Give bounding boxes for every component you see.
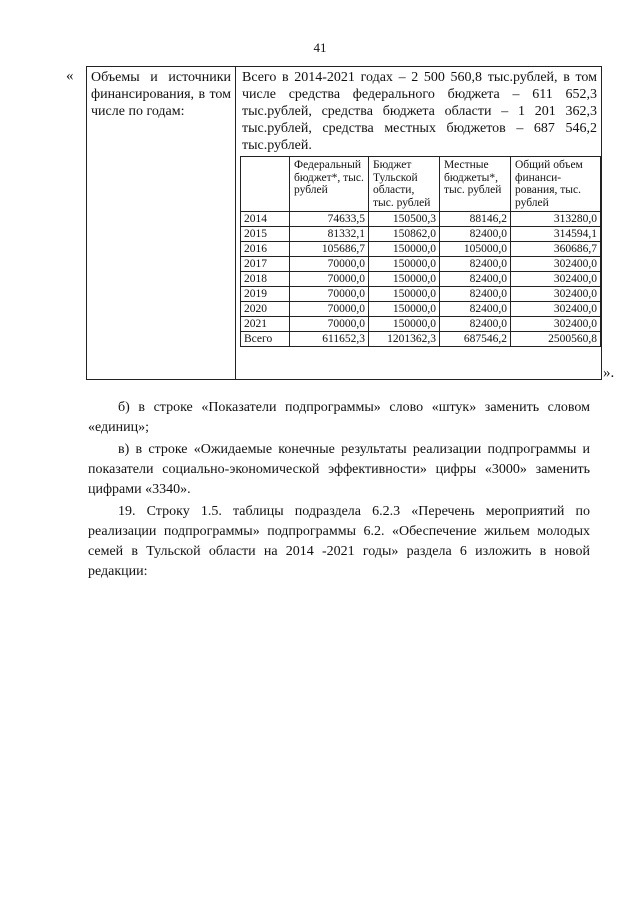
- cell-total: 302400,0: [511, 272, 601, 287]
- cell-total: 2500560,8: [511, 332, 601, 347]
- cell-year: 2014: [241, 212, 290, 227]
- cell-total: 302400,0: [511, 257, 601, 272]
- cell-federal: 70000,0: [290, 287, 369, 302]
- cell-regional: 150500,3: [369, 212, 440, 227]
- header-local: Местные бюджеты*, тыс. рублей: [440, 157, 511, 212]
- cell-federal: 74633,5: [290, 212, 369, 227]
- header-federal: Федеральный бюджет*, тыс. рублей: [290, 157, 369, 212]
- table-row: [241, 317, 601, 332]
- table-row: [241, 287, 601, 302]
- cell-regional: 1201362,3: [369, 332, 440, 347]
- cell-federal: 81332,1: [290, 227, 369, 242]
- cell-year: 2020: [241, 302, 290, 317]
- table-row: [241, 332, 601, 347]
- breakdown-header-row: [241, 157, 601, 212]
- cell-local: 105000,0: [440, 242, 511, 257]
- cell-local: 82400,0: [440, 227, 511, 242]
- cell-local: 82400,0: [440, 257, 511, 272]
- cell-local: 82400,0: [440, 302, 511, 317]
- cell-total: 302400,0: [511, 302, 601, 317]
- cell-local: 88146,2: [440, 212, 511, 227]
- cell-regional: 150000,0: [369, 302, 440, 317]
- table-row: [241, 257, 601, 272]
- cell-total: 314594,1: [511, 227, 601, 242]
- page-number: 41: [313, 40, 327, 55]
- cell-total: 360686,7: [511, 242, 601, 257]
- cell-total: 302400,0: [511, 287, 601, 302]
- cell-local: 82400,0: [440, 317, 511, 332]
- cell-federal: 70000,0: [290, 272, 369, 287]
- cell-federal: 105686,7: [290, 242, 369, 257]
- cell-total: 313280,0: [511, 212, 601, 227]
- cell-year: 2016: [241, 242, 290, 257]
- cell-local: 82400,0: [440, 287, 511, 302]
- cell-regional: 150000,0: [369, 287, 440, 302]
- financing-table: [86, 66, 602, 380]
- financing-details: [236, 67, 602, 380]
- cell-total: 302400,0: [511, 317, 601, 332]
- cell-federal: 70000,0: [290, 317, 369, 332]
- table-row: [241, 242, 601, 257]
- cell-regional: 150000,0: [369, 242, 440, 257]
- cell-regional: 150862,0: [369, 227, 440, 242]
- cell-regional: 150000,0: [369, 257, 440, 272]
- table-row: [241, 272, 601, 287]
- cell-year: 2018: [241, 272, 290, 287]
- cell-regional: 150000,0: [369, 272, 440, 287]
- header-regional: Бюджет Тульской области, тыс. рублей: [369, 157, 440, 212]
- cell-federal: 70000,0: [290, 302, 369, 317]
- paragraph-19: 19. Строку 1.5. таблицы подраздела 6.2.3 «Перечень мероприятий по реализации подпрограммы» подпрограммы 6.2. «Обеспечение жильем молодых семей в Тульской области на 2014 -2021 годы» раздела 6 изложить в новой редакции:: [88, 504, 590, 579]
- cell-federal: 70000,0: [290, 257, 369, 272]
- header-year: [241, 157, 290, 212]
- cell-year: 2017: [241, 257, 290, 272]
- cell-local: 82400,0: [440, 272, 511, 287]
- financing-breakdown-table: [240, 156, 601, 347]
- table-row: [241, 302, 601, 317]
- table-row: [241, 212, 601, 227]
- cell-year: 2021: [241, 317, 290, 332]
- cell-regional: 150000,0: [369, 317, 440, 332]
- closing-quote-mark: ».: [603, 365, 615, 381]
- cell-year: 2015: [241, 227, 290, 242]
- financing-label: Объемы и источники финансирования, в том числе по годам:: [87, 67, 236, 380]
- paragraph-b: б) в строке «Показатели подпрограммы» слово «штук» заменить словом «единиц»;: [88, 400, 590, 435]
- cell-year: Всего: [241, 332, 290, 347]
- cell-local: 687546,2: [440, 332, 511, 347]
- header-total: Общий объем финанси-рования, тыс. рублей: [511, 157, 601, 212]
- opening-quote-mark: «: [66, 68, 74, 84]
- table-row: [241, 227, 601, 242]
- cell-federal: 611652,3: [290, 332, 369, 347]
- paragraph-v: в) в строке «Ожидаемые конечные результаты реализации подпрограммы и показатели социально-экономической эффективности» цифры «3000» заменить цифрами «3340».: [88, 442, 590, 497]
- cell-year: 2019: [241, 287, 290, 302]
- financing-summary: Всего в 2014-2021 годах – 2 500 560,8 тыс.рублей, в том числе средства федерального бюджета – 611 652,3 тыс.рублей, средства бюджета области – 1 201 362,3 тыс.рублей, средства местных бюджетов – 687 546,2 тыс.рублей.: [242, 70, 597, 153]
